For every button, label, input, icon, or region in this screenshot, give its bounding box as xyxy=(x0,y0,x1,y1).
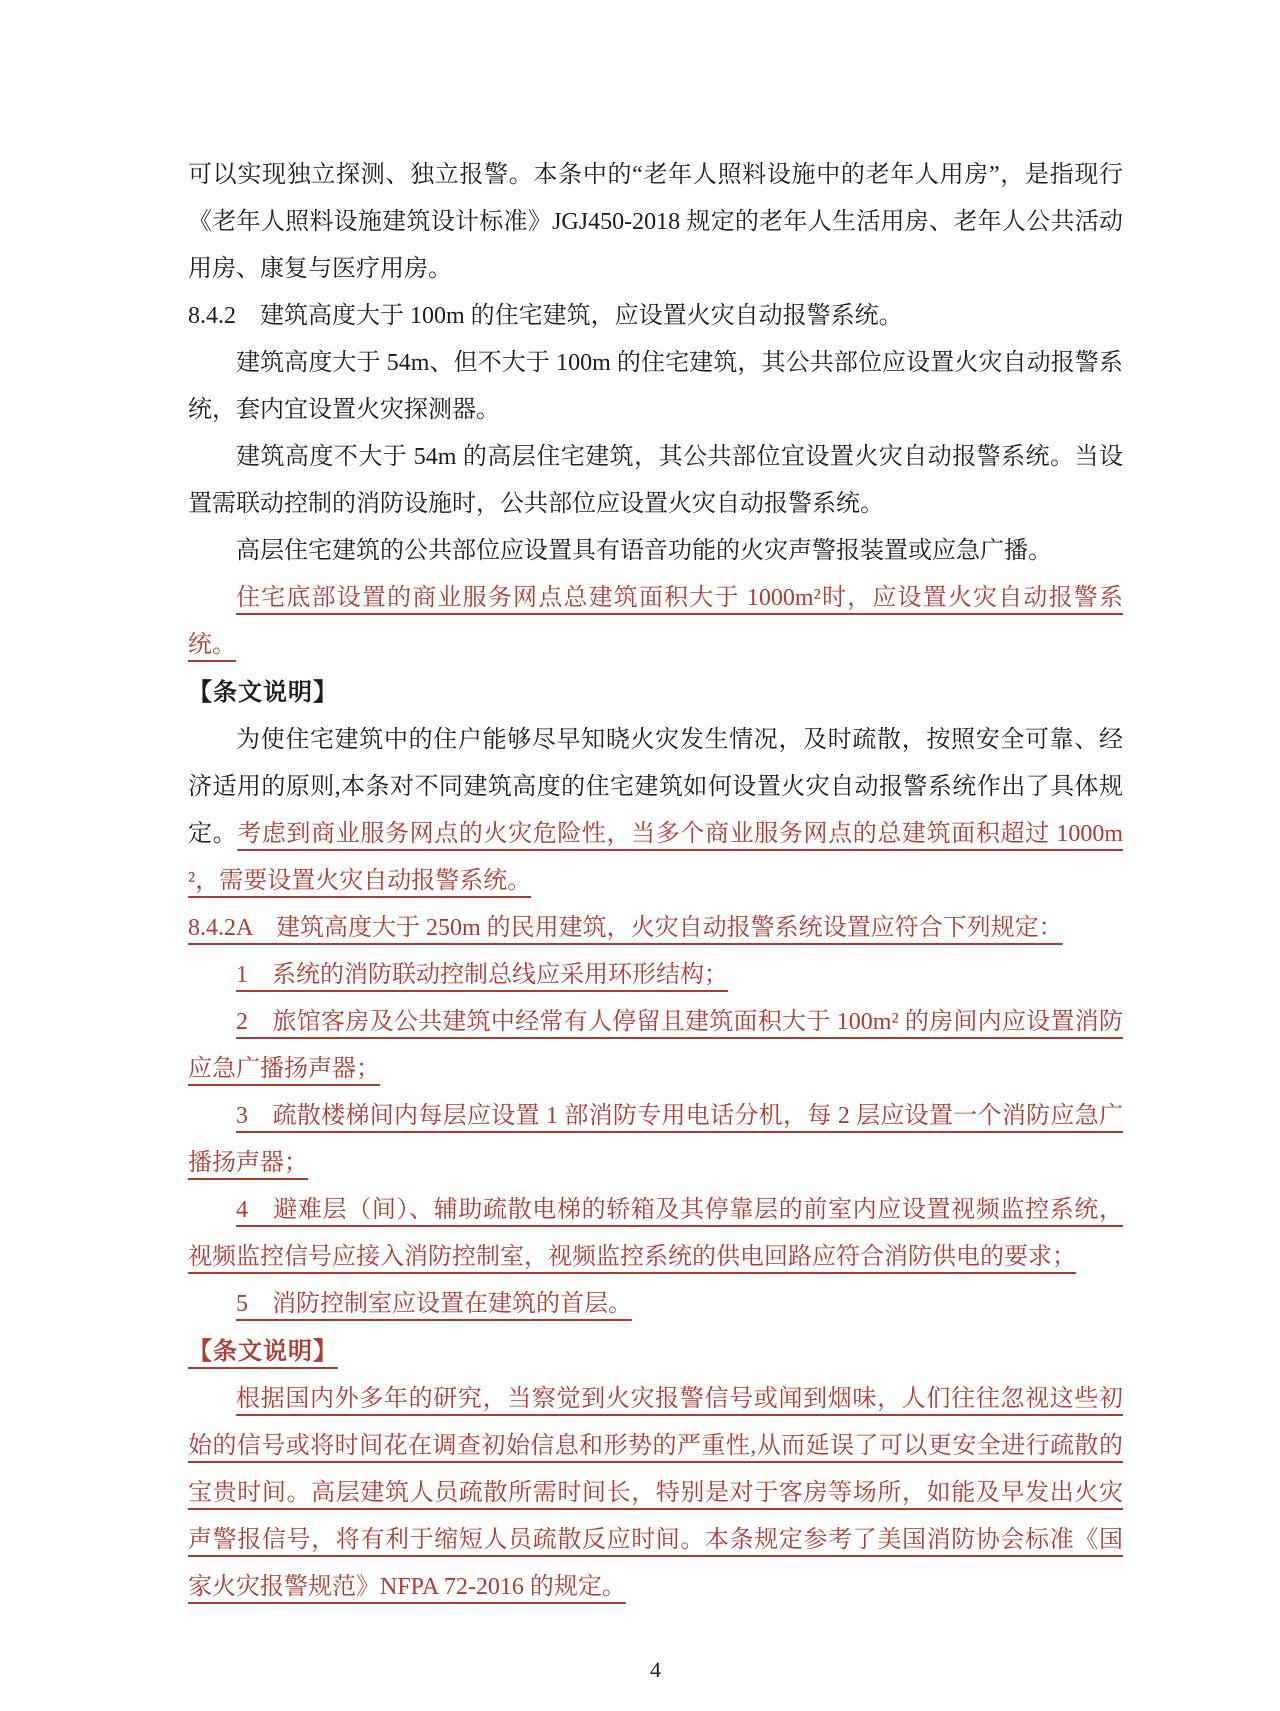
page-number: 4 xyxy=(650,1657,661,1682)
revision-text: 5 消防控制室应设置在建筑的首层。 xyxy=(236,1291,632,1317)
paragraph-elderly-care-note xyxy=(188,152,1123,293)
explanation-heading-2 xyxy=(188,1328,1123,1376)
revision-text: 4 避难层（间）、辅助疏散电梯的轿箱及其停靠层的前室内应设置视频监控系统，视频监控信号应接入消防控制室，视频监控系统的供电回路应符合消防供电的要求； xyxy=(188,1197,1123,1270)
body-text: 高层住宅建筑的公共部位应设置具有语音功能的火灾声警报装置或应急广播。 xyxy=(236,538,1052,564)
list-item-4 xyxy=(188,1187,1123,1281)
revision-text: 2 旅馆客房及公共建筑中经常有人停留且建筑面积大于 100m² 的房间内应设置消防应急广播扬声器； xyxy=(188,1009,1123,1082)
paragraph-explanation-8-4-2 xyxy=(188,717,1123,905)
paragraph-commercial-outlets-revision xyxy=(188,575,1123,669)
body-text: 可以实现独立探测、独立报警。本条中的“老年人照料设施中的老年人用房”，是指现行《老年人照料设施建筑设计标准》JGJ450-2018 规定的老年人生活用房、老年人公共活动用房、康复与医疗用房。 xyxy=(188,162,1123,282)
list-item-5 xyxy=(188,1281,1123,1328)
clause-8-4-2-line xyxy=(188,293,1123,340)
paragraph-voice-alarm xyxy=(188,528,1123,575)
body-text: 为使住宅建筑中的住户能够尽早知晓火灾发生情况，及时疏散，按照安全可靠、经济适用的原则,本条对不同建筑高度的住宅建筑如何设置火灾自动报警系统作出了具体规定。 xyxy=(188,727,1123,847)
list-item-1 xyxy=(188,952,1123,999)
clause-text: 8.4.2 建筑高度大于 100m 的住宅建筑，应设置火灾自动报警系统。 xyxy=(188,303,903,329)
document-body xyxy=(188,152,1123,1611)
clause-8-4-2a-line xyxy=(188,905,1123,952)
revision-text: 根据国内外多年的研究，当察觉到火灾报警信号或闻到烟味，人们往往忽视这些初始的信号或将时间花在调查初始信息和形势的严重性,从而延误了可以更安全进行疏散的宝贵时间。高层建筑人员疏散所需时间长，特别是对于客房等场所，如能及早发出火灾声警报信号，将有利于缩短人员疏散反应时间。本条规定参考了美国消防协会标准《国家火灾报警规范》NFPA 72-2016 的规定。 xyxy=(188,1386,1123,1600)
list-item-3 xyxy=(188,1093,1123,1187)
heading-text: 【条文说明】 xyxy=(188,1338,338,1365)
paragraph-not-greater-54m xyxy=(188,434,1123,528)
body-text: 建筑高度大于 54m、但不大于 100m 的住宅建筑，其公共部位应设置火灾自动报警系统，套内宜设置火灾探测器。 xyxy=(188,350,1123,423)
paragraph-explanation-8-4-2a xyxy=(188,1376,1123,1611)
paragraph-54m-to-100m xyxy=(188,340,1123,434)
page-footer xyxy=(188,1655,1123,1685)
explanation-heading-1 xyxy=(188,669,1123,717)
revision-text: 3 疏散楼梯间内每层应设置 1 部消防专用电话分机，每 2 层应设置一个消防应急广播扬声器； xyxy=(188,1103,1123,1176)
revision-clause-text: 8.4.2A 建筑高度大于 250m 的民用建筑，火灾自动报警系统设置应符合下列规定： xyxy=(188,915,1063,941)
list-item-2 xyxy=(188,999,1123,1093)
revision-text: 1 系统的消防联动控制总线应采用环形结构； xyxy=(236,962,728,988)
heading-text: 【条文说明】 xyxy=(188,679,338,706)
revision-text: 考虑到商业服务网点的火灾危险性，当多个商业服务网点的总建筑面积超过 1000m²，需要设置火灾自动报警系统。 xyxy=(188,821,1124,894)
body-text: 建筑高度不大于 54m 的高层住宅建筑，其公共部位宜设置火灾自动报警系统。当设置需联动控制的消防设施时，公共部位应设置火灾自动报警系统。 xyxy=(188,444,1123,517)
revision-text: 住宅底部设置的商业服务网点总建筑面积大于 1000m²时，应设置火灾自动报警系统。 xyxy=(188,585,1123,658)
